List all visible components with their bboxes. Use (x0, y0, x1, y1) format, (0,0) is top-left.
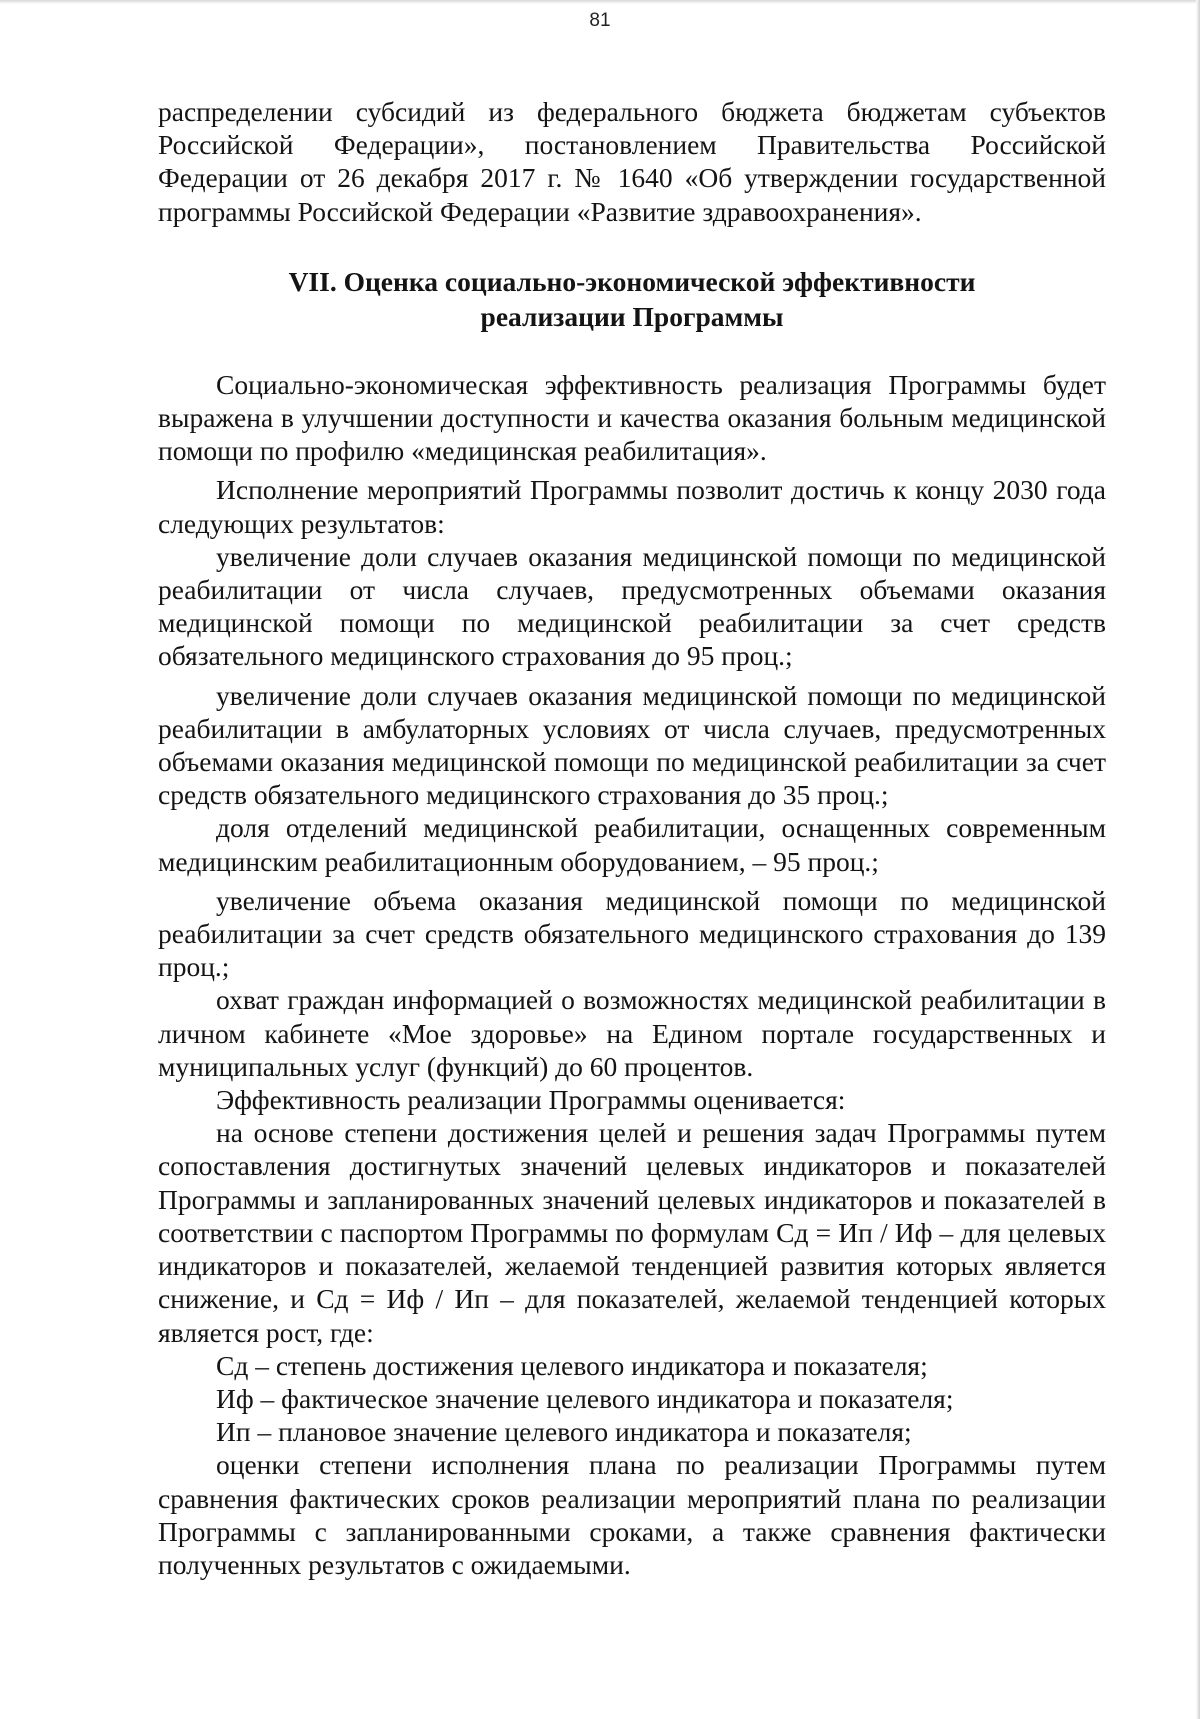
page-number: 81 (589, 10, 611, 31)
scan-edge-top (0, 0, 1200, 4)
paragraph-result-2: увеличение доли случаев оказания медицинской помощи по медицинской реабилитации в амбулаторных условиях от числа случаев, предусмотренных объемами оказания медицинской помощи по медицинской реабилитации за счет средств обязательного медицинского страхования до 35 проц.; (158, 679, 1106, 811)
paragraph-result-5: охват граждан информацией о возможностях медицинской реабилитации в личном кабинете «Мое здоровье» на Едином портале государственных и муниципальных услуг (функций) до 60 процентов. (158, 984, 1106, 1082)
scan-edge-right (1196, 0, 1200, 1719)
paragraph-evaluation-method-2: оценки степени исполнения плана по реализации Программы путем сравнения фактических сроков реализации мероприятий плана по реализации Программы с запланированными сроками, а также сравнения фактически полученных результатов с ожидаемыми. (158, 1449, 1106, 1580)
paragraph-definition-sd: Сд – степень достижения целевого индикатора и показателя; (216, 1349, 928, 1381)
paragraph-evaluation-method-1: на основе степени достижения целей и решения задач Программы путем сопоставления достигнутых значений целевых индикаторов и показателей Программы и запланированных значений целевых индикаторов и показателей в соответствии с паспортом Программы по формулам Сд = Ип / Иф – для целевых индикаторов и показателей, желаемой тенденцией развития которых является снижение, и Сд = Иф / Ип – для показателей, желаемой тенденцией которых является рост, где: (158, 1117, 1106, 1348)
paragraph-result-3: доля отделений медицинской реабилитации, оснащенных современным медицинским реабилитационным оборудованием, – 95 проц.; (158, 812, 1106, 877)
paragraph-definition-if: Иф – фактическое значение целевого индикатора и показателя; (216, 1382, 954, 1414)
document-body (158, 95, 1106, 1581)
section-heading (158, 264, 1106, 334)
paragraph-effectiveness: Социально-экономическая эффективность реализация Программы будет выражена в улучшении доступности и качества оказания больным медицинской помощи по профилю «медицинская реабилитация». (158, 368, 1106, 467)
section-heading-line-2: реализации Программы (480, 300, 784, 332)
section-heading-line-1: VII. Оценка социально-экономической эффективности (288, 265, 976, 297)
paragraph-result-4: увеличение объема оказания медицинской помощи по медицинской реабилитации за счет средств обязательного медицинского страхования до 139 проц.; (158, 884, 1106, 983)
paragraph-result-1: увеличение доли случаев оказания медицинской помощи по медицинской реабилитации от числа случаев, предусмотренных объемами оказания медицинской помощи по медицинской реабилитации за счет средств обязательного медицинского страхования до 95 проц.; (158, 540, 1106, 672)
paragraph-evaluation-intro: Эффективность реализации Программы оценивается: (216, 1084, 846, 1116)
paragraph-definition-ip: Ип – плановое значение целевого индикатора и показателя; (216, 1416, 912, 1448)
intro-paragraph: распределении субсидий из федерального бюджета бюджетам субъектов Российской Федерации», постановлением Правительства Российской Федерации от 26 декабря 2017 г. № 1640 «Об утверждении государственной программы Российской Федерации «Развитие здравоохранения». (158, 96, 1106, 227)
paragraph-results-intro: Исполнение мероприятий Программы позволит достичь к концу 2030 года следующих результатов: (158, 474, 1106, 539)
